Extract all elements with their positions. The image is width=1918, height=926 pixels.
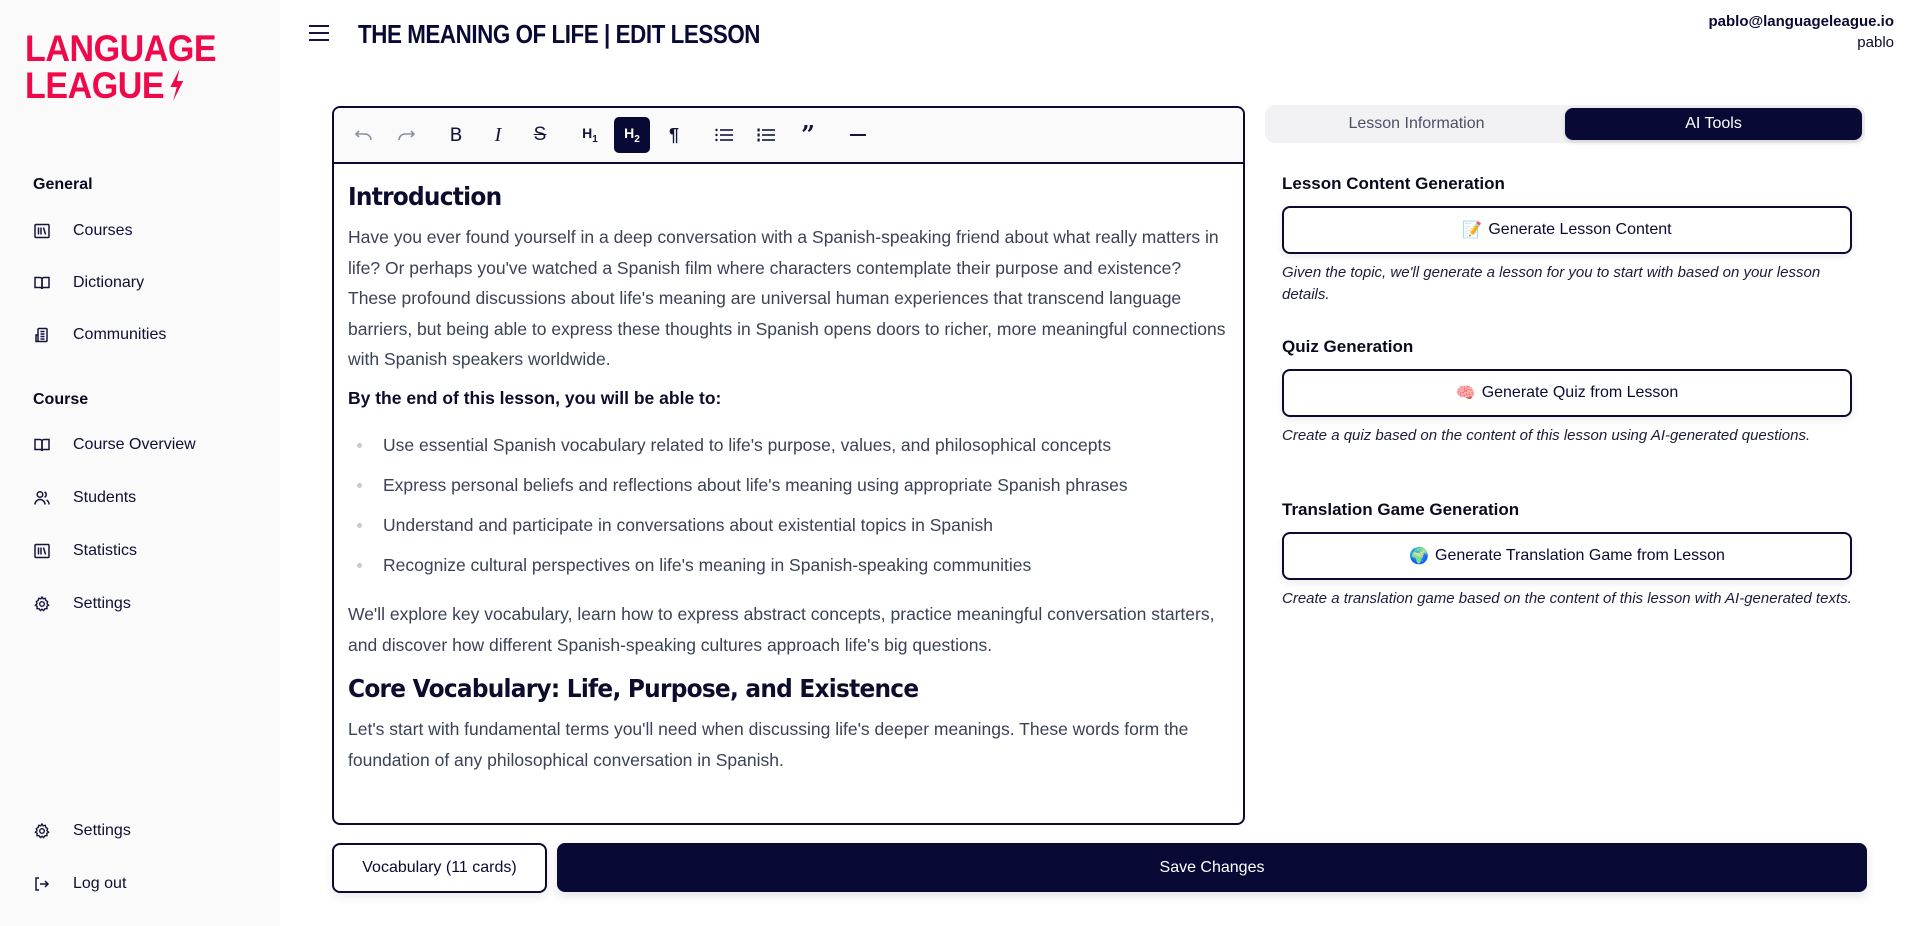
blockquote-button[interactable] <box>790 117 826 153</box>
objectives-list <box>348 425 1229 585</box>
paragraph-button[interactable] <box>656 117 692 153</box>
library-icon <box>33 222 51 240</box>
undo-button[interactable] <box>346 117 382 153</box>
lesson-heading-core-vocabulary: Core Vocabulary: Life, Purpose, and Existence <box>348 674 919 703</box>
ai-section-title: Translation Game Generation <box>1282 500 1520 519</box>
sidebar-item-label: Statistics <box>73 542 138 559</box>
objective-item: Use essential Spanish vocabulary related to life's purpose, values, and philosophical concepts <box>348 425 1229 465</box>
sidebar-item-label: Log out <box>73 875 127 892</box>
quote-icon: ” <box>801 120 815 149</box>
lesson-overview-paragraph: We'll explore key vocabulary, learn how to express abstract concepts, practice meaningful conversation starters, and discover how different Spanish-speaking cultures approach life's big questions. <box>348 604 1215 655</box>
sidebar-item-students[interactable] <box>33 485 136 511</box>
building-icon <box>33 326 51 344</box>
lesson-heading-introduction: Introduction <box>348 182 502 211</box>
bold-button[interactable] <box>438 117 474 153</box>
hamburger-menu-icon[interactable] <box>308 24 330 42</box>
redo-button[interactable] <box>388 117 424 153</box>
sidebar-item-label: Dictionary <box>73 274 145 291</box>
generate-lesson-content-button[interactable] <box>1282 206 1852 254</box>
vocab-intro-paragraph: Let's start with fundamental terms you'll need when discussing life's deeper meanings. These words form the foundation of any philosophical conversation in Spanish. <box>348 719 1189 770</box>
ai-section-quiz <box>1282 337 1852 447</box>
sidebar-item-label: Settings <box>73 595 131 612</box>
logo-line-1: LANGUAGE <box>25 28 217 69</box>
italic-icon: I <box>494 123 502 146</box>
ai-section-lesson-content <box>1282 174 1852 306</box>
gear-icon <box>33 595 51 613</box>
users-icon <box>33 489 51 507</box>
sidebar-footer-logout[interactable] <box>33 871 126 897</box>
memo-icon: 📝 <box>1462 222 1483 239</box>
strikethrough-button[interactable] <box>522 117 558 153</box>
page-title: THE MEANING OF LIFE | EDIT LESSON <box>358 19 761 49</box>
sidebar <box>0 0 280 926</box>
editor-toolbar <box>334 108 1243 164</box>
sidebar-item-dictionary[interactable] <box>33 270 144 296</box>
sidebar-item-course-overview[interactable] <box>33 432 196 458</box>
book-open-icon <box>33 436 51 454</box>
italic-button[interactable] <box>480 117 516 153</box>
ai-section-description: Create a translation game based on the content of this lesson with AI-generated texts. <box>1282 590 1852 607</box>
sidebar-item-label: Students <box>73 489 137 506</box>
button-label: Generate Translation Game from Lesson <box>1435 547 1725 564</box>
section-label-general: General <box>33 176 93 193</box>
objective-item: Recognize cultural perspectives on life's meaning in Spanish-speaking communities <box>348 545 1229 585</box>
gear-icon <box>33 822 51 840</box>
lightning-bolt-icon <box>168 67 186 103</box>
objectives-label: By the end of this lesson, you will be able to: <box>348 387 722 408</box>
heading-2-icon: $H_2$ <box>624 125 640 145</box>
undo-icon <box>355 128 373 142</box>
ordered-list-icon <box>757 128 775 142</box>
sidebar-footer-settings[interactable] <box>33 818 131 844</box>
ai-section-title: Lesson Content Generation <box>1282 174 1505 193</box>
bullet-list-button[interactable] <box>706 117 742 153</box>
user-email: pablo@languageleague.io <box>1708 13 1894 30</box>
library-icon <box>33 542 51 560</box>
lesson-intro-paragraph: Have you ever found yourself in a deep conversation with a Spanish-speaking friend about what really matters in life? Or perhaps you've watched a Spanish film where characters contemplate their purpose and existence? These profound discussions about life's meaning are universal human experiences that transcend language barriers, but being able to express these thoughts in Spanish opens doors to richer, more meaningful connections with Spanish speakers worldwide. <box>348 227 1226 369</box>
panel-tabs <box>1265 105 1865 143</box>
horizontal-rule-icon <box>850 133 866 137</box>
sidebar-item-label: Communities <box>73 326 167 343</box>
paragraph-icon: ¶ <box>668 124 679 145</box>
book-open-icon <box>33 274 51 292</box>
sidebar-item-label: Settings <box>73 822 131 839</box>
heading-2-button[interactable] <box>614 117 650 153</box>
bullet-list-icon <box>715 128 733 142</box>
generate-quiz-button[interactable] <box>1282 369 1852 417</box>
button-label: Generate Lesson Content <box>1488 221 1672 238</box>
lesson-editor <box>332 106 1245 825</box>
vocabulary-button[interactable]: Vocabulary (11 cards) <box>332 843 547 893</box>
ordered-list-button[interactable] <box>748 117 784 153</box>
sidebar-item-communities[interactable] <box>33 322 166 348</box>
user-name: pablo <box>1857 34 1894 51</box>
sidebar-item-statistics[interactable] <box>33 538 137 564</box>
ai-section-translation-game <box>1282 500 1852 610</box>
globe-icon: 🌍 <box>1409 548 1429 565</box>
sidebar-item-courses[interactable] <box>33 218 133 244</box>
brain-icon: 🧠 <box>1455 385 1476 402</box>
editor-content[interactable] <box>334 164 1243 775</box>
heading-1-icon: $H_1$ <box>582 125 598 145</box>
heading-1-button[interactable] <box>572 117 608 153</box>
save-changes-button[interactable]: Save Changes <box>557 843 1867 892</box>
objective-item: Express personal beliefs and reflections about life's meaning using appropriate Spanish phrases <box>348 465 1229 505</box>
logout-icon <box>33 875 51 893</box>
sidebar-item-label: Courses <box>73 222 133 239</box>
logo-line-2: LEAGUE <box>25 67 216 104</box>
generate-translation-game-button[interactable] <box>1282 532 1852 580</box>
strikethrough-icon: S <box>533 124 547 145</box>
logo[interactable] <box>25 30 216 104</box>
bold-icon: B <box>449 124 463 146</box>
sidebar-item-settings[interactable] <box>33 591 131 617</box>
ai-section-description: Create a quiz based on the content of this lesson using AI-generated questions. <box>1282 427 1811 444</box>
button-label: Generate Quiz from Lesson <box>1481 384 1679 401</box>
sidebar-item-label: Course Overview <box>73 436 196 453</box>
tab-lesson-information[interactable]: Lesson Information <box>1348 115 1485 132</box>
objective-item: Understand and participate in conversations about existential topics in Spanish <box>348 505 1229 545</box>
ai-section-title: Quiz Generation <box>1282 337 1414 356</box>
tab-ai-tools[interactable]: AI Tools <box>1565 108 1862 140</box>
horizontal-rule-button[interactable] <box>840 117 876 153</box>
ai-section-description: Given the topic, we'll generate a lesson for you to start with based on your lesson details. <box>1282 264 1821 303</box>
redo-icon <box>397 128 415 142</box>
section-label-course: Course <box>33 391 89 408</box>
